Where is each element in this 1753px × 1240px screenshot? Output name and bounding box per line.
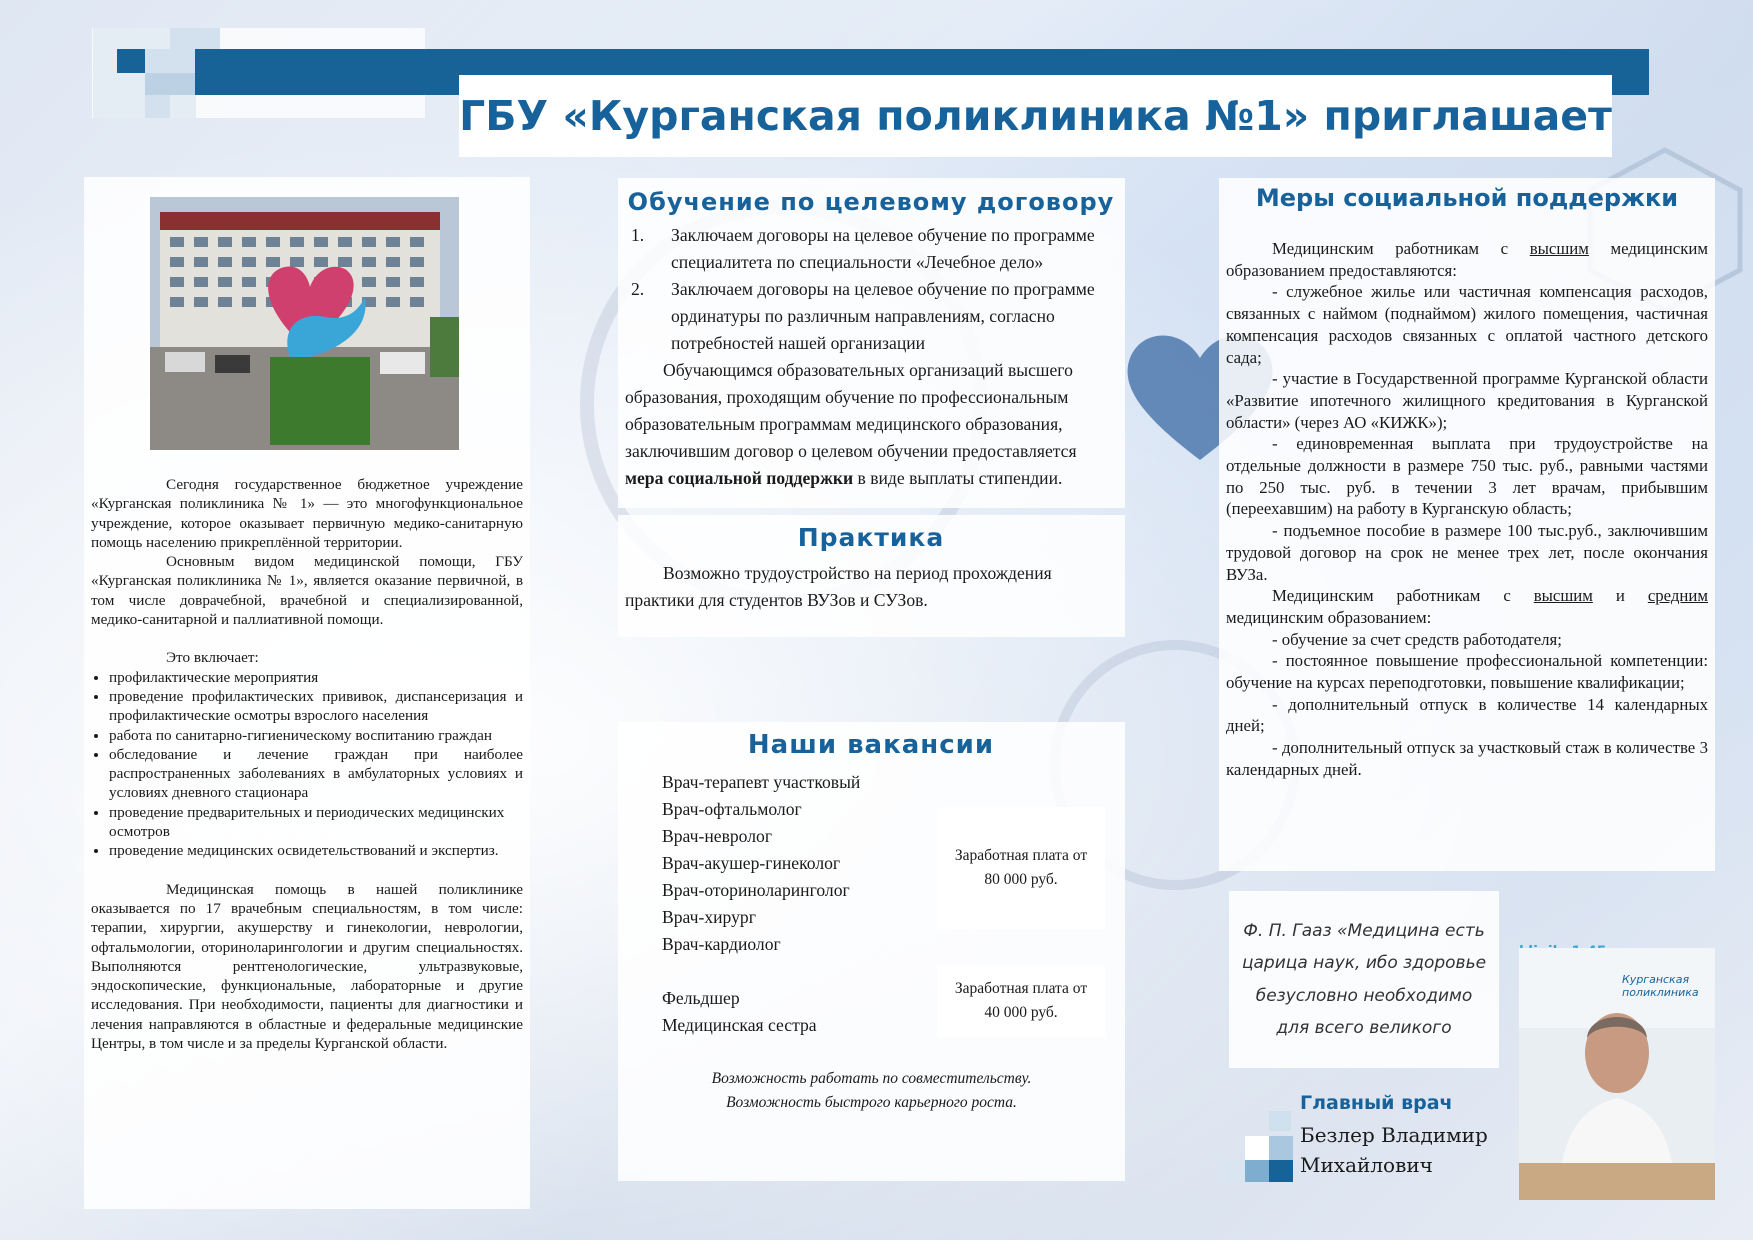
support-item: - дополнительный отпуск за участковый стаж в количестве 3 календарных дней.	[1226, 738, 1708, 779]
support-item: - подъемное пособие в размере 100 тыс.руб., заключившим трудовой договор на срок не менее трех лет, после окончания ВУЗа.	[1226, 521, 1708, 584]
support-item: - дополнительный отпуск в количестве 14 календарных дней;	[1226, 694, 1708, 736]
list-item: • проведение профилактических прививок, диспансеризация и профилактические осмотры взрослого населения	[109, 687, 523, 726]
support-intro2-underlined: средним	[1647, 586, 1708, 606]
training-paragraph-bold: мера социальной поддержки	[625, 468, 854, 488]
support-item: - обучение за счет средств работодателя;	[1272, 629, 1562, 649]
chief-name-line: Михайлович	[1300, 1153, 1433, 1177]
support-intro-end: медицинским образованием предоставляются:	[1226, 239, 1708, 280]
vacancy-item: Фельдшер	[662, 988, 740, 1008]
support-item: - участие в Государственной программе Курганской области «Развитие ипотечного жилищного кредитования в Курганской области» (через АО «КИЖК»);	[1226, 369, 1708, 432]
support-item: - постоянное повышение профессиональной компетенции: обучение на курсах переподготовки, повышение квалификации;	[1226, 651, 1708, 693]
support-item: - единовременная выплата при трудоустройстве на отдельные должности в размере 750 тыс. руб., равными частями по 250 тыс. руб. в течении 3 лет врачам, прибывшим (переехавшим) на работу в Курганскую область;	[1226, 434, 1708, 519]
list-item	[625, 222, 1117, 276]
list-number: 2.	[631, 279, 645, 299]
chief-photo-logo: Курганская поликлиника	[1622, 973, 1699, 999]
clinic-building-photo	[150, 197, 459, 450]
list-number: 1.	[631, 225, 645, 245]
training-list	[625, 222, 1117, 357]
about-paragraph: Сегодня государственное бюджетное учреждение «Курганская поликлиника № 1» — это многофункциональное учреждение, которое оказывает первичную медико-санитарную помощь населению прикреплённой территории.	[91, 476, 523, 551]
salary-doctors	[937, 807, 1105, 929]
nurse-vacancies-list	[662, 985, 817, 1039]
support-intro-2	[1226, 585, 1708, 628]
support-intro-text: Медицинским работникам с	[1272, 239, 1530, 258]
includes-label: Это включает:	[166, 649, 259, 667]
chief-square	[1219, 1160, 1245, 1182]
vacancies-notes	[618, 1067, 1125, 1115]
quote-box	[1229, 891, 1499, 1068]
training-heading: Обучение по целевому договору	[627, 188, 1115, 216]
support-intro2-text: Медицинским работникам с	[1272, 586, 1534, 606]
practice-panel	[618, 515, 1125, 637]
doctor-vacancies-list	[662, 769, 860, 958]
quote-text: Ф. П. Гааз «Медицина есть царица наук, ибо здоровье безусловно необходимо для всего великого	[1241, 920, 1487, 1038]
vacancy-item: Врач-оториноларинголог	[662, 880, 850, 900]
chief-square	[1269, 1160, 1293, 1182]
practice-text: Возможно трудоустройство на период прохождения практики для студентов ВУЗов и СУЗов.	[625, 563, 1052, 610]
vacancies-panel	[618, 722, 1125, 1181]
vacancy-item: Врач-терапевт участковый	[662, 772, 861, 792]
header-square	[145, 49, 195, 73]
chief-name-line: Безлер Владимир	[1300, 1123, 1488, 1147]
support-intro	[1226, 238, 1708, 281]
practice-heading: Практика	[797, 523, 945, 552]
about-text	[91, 475, 523, 1053]
header-square	[117, 49, 145, 73]
chief-square	[1269, 1111, 1291, 1131]
services-list	[91, 668, 523, 861]
vacancy-note: Возможность быстрого карьерного роста.	[726, 1094, 1017, 1111]
support-heading: Меры социальной поддержки	[1255, 184, 1679, 212]
salary-nurses-text: Заработная плата от 40 000 руб.	[954, 980, 1088, 1021]
vacancy-item: Врач-невролог	[662, 826, 773, 846]
training-paragraph	[625, 357, 1117, 492]
support-intro-underlined: высшим	[1529, 239, 1589, 258]
vacancy-note: Возможность работать по совместительству.	[711, 1070, 1032, 1087]
support-item: - служебное жилье или частичная компенсация расходов, связанных с наймом (поднаймом) жилого помещения, частичная компенсация расходов связанных с оплатой частного детского сада;	[1226, 282, 1708, 367]
vacancy-item: Медицинская сестра	[662, 1015, 817, 1035]
header-square	[145, 73, 195, 95]
list-text: Заключаем договоры на целевое обучение по программе специалитета по специальности «Лечебное дело»	[671, 225, 1095, 272]
list-item: • проведение предварительных и периодических медицинских осмотров	[109, 803, 523, 842]
page-title: ГБУ «Курганская поликлиника №1» приглашает	[459, 92, 1612, 140]
vacancies-heading: Наши вакансии	[747, 730, 995, 760]
training-paragraph-text: Обучающимся образовательных организаций высшего образования, проходящим обучение по профессиональным образовательным программам медицинского образования, заключившим договор о целевом обучении предоставляется	[625, 360, 1077, 461]
about-panel	[84, 177, 530, 1209]
clinic-building-image	[150, 197, 459, 450]
support-intro2-underlined: высшим	[1533, 586, 1593, 606]
support-intro2-and: и	[1592, 586, 1648, 606]
list-text: Заключаем договоры на целевое обучение по программе ординатуры по различным направлениям, согласно потребностей нашей организации	[671, 279, 1095, 353]
chief-square	[1245, 1136, 1269, 1160]
about-paragraph: Основным видом медицинской помощи, ГБУ «Курганская поликлиника № 1», является оказание первичной, в том числе доврачебной, врачебной и специализированной, медико-санитарной и паллиативной помощи.	[91, 553, 523, 629]
vacancy-item: Врач-офтальмолог	[662, 799, 802, 819]
chief-square	[1269, 1136, 1293, 1160]
header-square	[170, 28, 220, 49]
salary-nurses	[937, 965, 1105, 1037]
list-item: • работа по санитарно-гигиеническому воспитанию граждан	[109, 726, 523, 745]
chief-doctor-block	[1300, 1092, 1488, 1180]
salary-doctors-text: Заработная плата от 80 000 руб.	[954, 847, 1088, 888]
header-square	[145, 95, 170, 118]
training-panel	[618, 178, 1125, 508]
chief-title: Главный врач	[1300, 1092, 1453, 1114]
social-support-panel	[1219, 178, 1715, 871]
training-paragraph-end: в виде выплаты стипендии.	[853, 468, 1063, 488]
list-item: • проведение медицинских освидетельствований и экспертиз.	[109, 841, 523, 860]
about-final-paragraph: Медицинская помощь в нашей поликлинике оказывается по 17 врачебным специальностям, в том числе: терапии, хирургии, акушерству и гинекологии, неврологии, офтальмологии, оториноларингологии и другим специальностях. Выполняются рентгенологические, ультразвуковые, эндоскопические, функциональные, лабораторные и другие исследования. При необходимости, пациенты для диагностики и лечения направляются в областные и федеральные медицинские Центры, в том числе и за пределы Курганской области.	[91, 880, 523, 1053]
chief-square	[1245, 1160, 1269, 1182]
list-item	[625, 276, 1117, 357]
list-item: • профилактические мероприятия	[109, 668, 523, 687]
title-box	[459, 75, 1612, 157]
vacancy-item: Врач-акушер-гинеколог	[662, 853, 841, 873]
vacancy-item: Врач-хирург	[662, 907, 756, 927]
vacancy-item: Врач-кардиолог	[662, 934, 781, 954]
support-intro2-end: медицинским образованием:	[1226, 607, 1432, 627]
list-item: • обследование и лечение граждан при наиболее распространенных заболеваниях в амбулаторных условиях и условиях дневного стационара	[109, 745, 523, 803]
